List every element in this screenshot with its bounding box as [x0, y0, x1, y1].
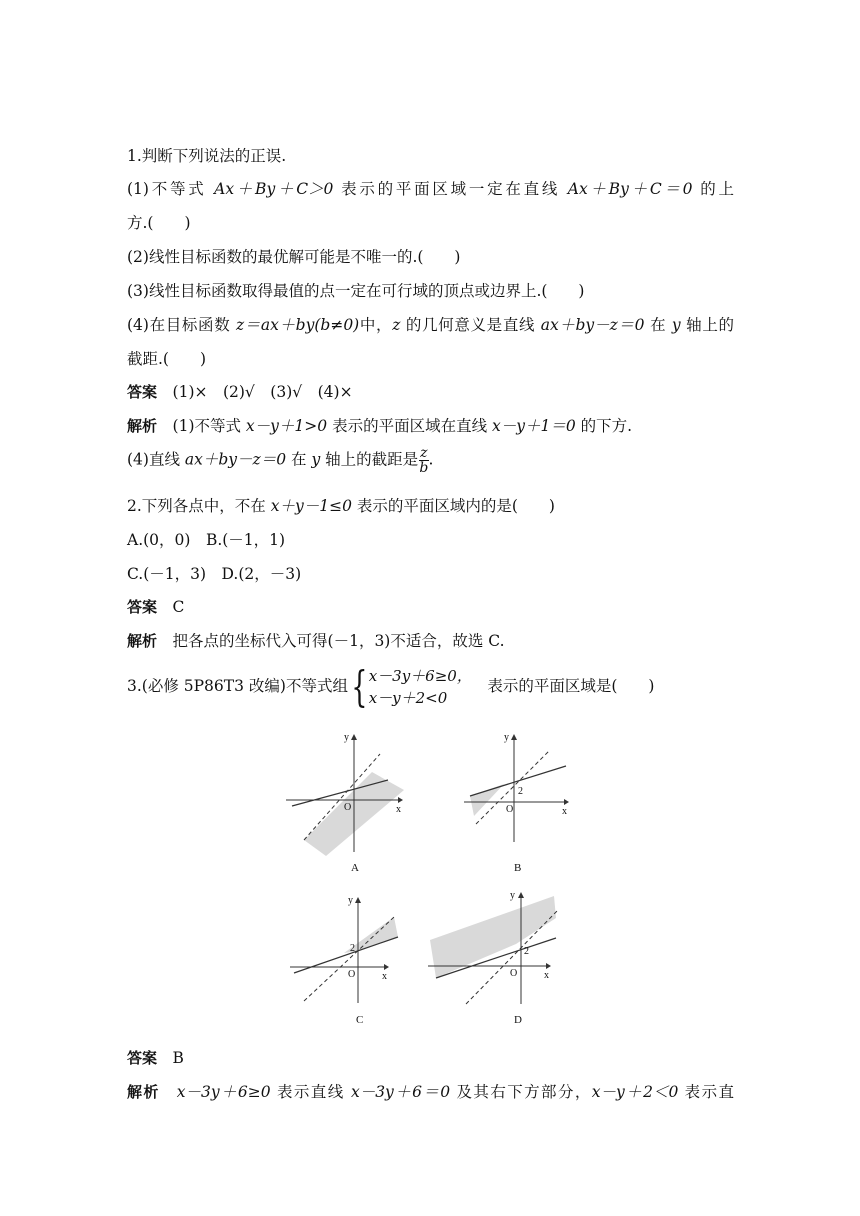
y-axis-label: y [344, 732, 349, 743]
x-axis-arrow [398, 797, 403, 803]
caption: A [351, 862, 359, 874]
y-axis-label: y [348, 895, 353, 906]
q1-statement-3: (3)线性目标函数取得最值的点一定在可行域的顶点或边界上.( ) [127, 282, 585, 300]
tick-label: 2 [518, 786, 523, 797]
x-axis-arrow [546, 963, 551, 969]
q1-statement-2: (2)线性目标函数的最优解可能是不唯一的.( ) [127, 248, 461, 266]
inequality-system: x－3y＋6≥0， x－y＋2<0 [368, 667, 472, 707]
q1-statement-4-cont: 截距.( ) [127, 350, 207, 368]
analysis-label: 解析 [127, 1083, 160, 1101]
q3-title: 3.(必修 5P86T3 改编)不等式组{ x－3y＋6≥0， x－y＋2<0 表示的平面区域是( ) [127, 662, 655, 711]
graph-option-d [426, 888, 562, 1031]
origin-label: O [506, 804, 514, 815]
x-axis-arrow [564, 799, 569, 805]
caption: C [356, 1014, 364, 1026]
y-axis-label: y [510, 890, 515, 901]
q2-analysis: 解析 把各点的坐标代入可得(－1，3)不适合，故选 C. [127, 632, 505, 650]
x-axis-label: x [562, 806, 567, 817]
tick-label: 2 [524, 946, 529, 957]
analysis-label: 解析 [127, 632, 158, 650]
answer-label: 答案 [127, 383, 158, 401]
graph-option-b [462, 732, 574, 878]
tick-label: 2 [350, 943, 355, 954]
origin-label: O [344, 802, 352, 813]
q2-title: 2.下列各点中，不在 x＋y－1≤0 表示的平面区域内的是( ) [127, 497, 555, 515]
y-axis-arrow [351, 734, 357, 740]
answer-label: 答案 [127, 598, 158, 616]
graph-option-a [284, 732, 408, 878]
q1-analysis: 解析 (1)不等式 x－y＋1>0 表示的平面区域在直线 x－y＋1＝0 的下方. [127, 417, 633, 435]
solid-line [294, 937, 398, 973]
q1-title: 1.判断下列说法的正误. [127, 147, 287, 165]
q1-answer: 答案 (1)× (2)√ (3)√ (4)× [127, 383, 353, 401]
y-axis-label: y [504, 732, 509, 743]
q2-options-row-2: C.(－1，3) D.(2，－3) [127, 565, 302, 583]
origin-label: O [510, 968, 518, 979]
origin-label: O [348, 969, 356, 980]
shaded-region [470, 784, 504, 816]
q3-analysis: 解析 x－3y＋6≥0 表示直线 x－3y＋6＝0 及其右下方部分，x－y＋2＜0 表示直 [127, 1083, 734, 1101]
x-axis-label: x [396, 804, 401, 815]
q1-analysis-2: (4)直线 ax＋by－z＝0 在 y 轴上的截距是 $\frac{z}{b}$ . [127, 445, 434, 476]
caption: D [514, 1014, 522, 1026]
y-axis-arrow [355, 897, 361, 903]
q1-statement-4: (4)在目标函数 z＝ax＋by(b≠0)中，z 的几何意义是直线 ax＋by－z＝0 在 y 轴上的 [127, 316, 734, 334]
y-axis-arrow [511, 734, 517, 740]
y-axis-arrow [518, 892, 524, 898]
fraction-z-over-b: $\frac{z}{b}$ [419, 445, 429, 476]
q1-statement-1-cont: 方.( ) [127, 214, 191, 232]
system-brace: { [351, 662, 368, 711]
q3-answer: 答案 B [127, 1049, 184, 1067]
q1-statement-1: (1)不等式 Ax＋By＋C＞0 表示的平面区域一定在直线 Ax＋By＋C＝0 的上 [127, 180, 734, 198]
graph-option-c [288, 895, 400, 1031]
answer-label: 答案 [127, 1049, 158, 1067]
q2-answer: 答案 C [127, 598, 185, 616]
x-axis-arrow [384, 964, 389, 970]
q2-options-row-1: A.(0，0) B.(－1，1) [127, 531, 286, 549]
analysis-label: 解析 [127, 417, 158, 435]
x-axis-label: x [382, 971, 387, 982]
x-axis-label: x [544, 970, 549, 981]
caption: B [514, 862, 522, 874]
